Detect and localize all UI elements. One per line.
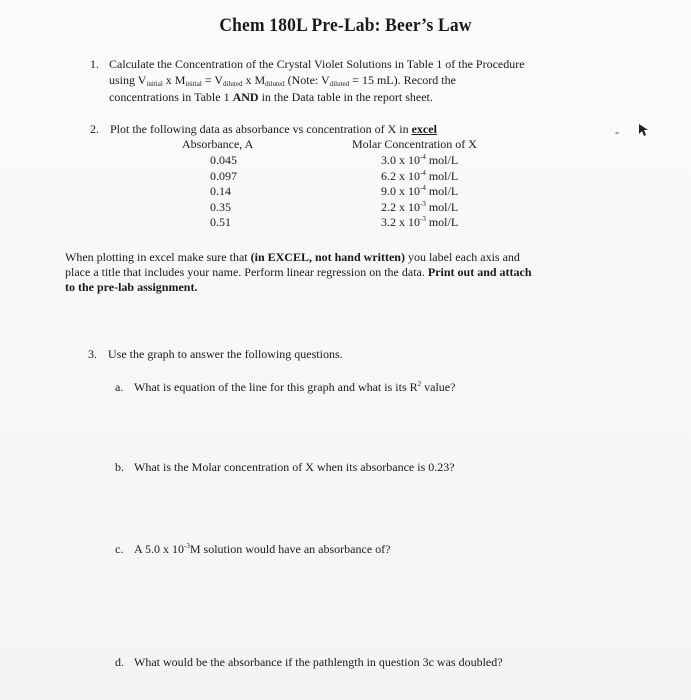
table-cell-absorbance: 0.097: [210, 169, 237, 183]
q2-excel-underlined: excel: [411, 122, 437, 136]
concentration-exponent: -4: [420, 153, 426, 161]
q1-text: x M: [162, 73, 186, 87]
stray-dash-mark: -: [615, 125, 619, 139]
instructions-text: place a title that includes your name. Perform linear regression on the data.: [65, 265, 428, 279]
subscript-diluted: diluted: [329, 80, 350, 88]
table-cell-absorbance: 0.14: [210, 184, 231, 198]
q1-line-3: [109, 90, 433, 104]
q1-line-2: [109, 73, 456, 87]
q1-number: 1.: [90, 57, 99, 71]
table-header-concentration: Molar Concentration of X: [352, 137, 477, 151]
q3d-label: d.: [115, 655, 124, 669]
q3a-text-part: value?: [421, 380, 456, 394]
q3a-text-part: What is equation of the line for this graph and what is its R: [134, 380, 418, 394]
concentration-exponent: -4: [420, 169, 426, 177]
q3c-text-part: A 5.0 x 10: [134, 542, 185, 556]
concentration-unit: mol/L: [425, 169, 459, 183]
table-cell-concentration: [381, 169, 458, 183]
subscript-diluted: diluted: [223, 80, 243, 88]
q1-text: using V: [109, 73, 147, 87]
q1-bold-text: AND: [232, 90, 259, 104]
instructions-line-1: [65, 250, 520, 264]
concentration-unit: mol/L: [425, 215, 459, 229]
table-cell-concentration: [381, 184, 458, 198]
concentration-exponent: -3: [420, 200, 426, 208]
table-cell-absorbance: 0.35: [210, 200, 231, 214]
concentration-mantissa: 6.2 x 10: [381, 169, 420, 183]
q2-intro: [110, 122, 437, 136]
table-header-absorbance: [182, 137, 253, 151]
q1-text: (Note: V: [284, 73, 330, 87]
instructions-line-3: [65, 280, 197, 294]
cursor-arrow-icon: [638, 123, 648, 137]
concentration-exponent: -3: [420, 215, 426, 223]
q3b-label: b.: [115, 460, 124, 474]
concentration-unit: mol/L: [425, 200, 459, 214]
q1-text: = V: [201, 73, 224, 87]
table-cell-concentration: [381, 215, 458, 229]
q1-text: in the Data table in the report sheet.: [258, 90, 433, 104]
instructions-bold: (in EXCEL, not hand written): [250, 250, 405, 264]
q3c-text-part: M solution would have an absorbance of?: [189, 542, 391, 556]
subscript-initial: initial: [146, 80, 163, 88]
table-cell-concentration: [381, 153, 458, 167]
concentration-mantissa: 3.2 x 10: [381, 215, 420, 229]
subscript-initial: initial: [185, 80, 202, 88]
q1-line-1: Calculate the Concentration of the Crystal Violet Solutions in Table 1 of the Procedure: [109, 57, 525, 71]
q3d-text: What would be the absorbance if the pathlength in question 3c was doubled?: [134, 655, 503, 669]
superscript: -3: [184, 542, 190, 550]
q1-text: = 15 mL). Record the: [349, 73, 456, 87]
concentration-mantissa: 9.0 x 10: [381, 184, 420, 198]
concentration-mantissa: 3.0 x 10: [381, 153, 420, 167]
table-cell-absorbance: 0.045: [210, 153, 237, 167]
q1-text: concentrations in Table 1: [109, 90, 233, 104]
q2-number: 2.: [90, 122, 99, 136]
q3b-text: What is the Molar concentration of X when its absorbance is 0.23?: [134, 460, 455, 474]
concentration-unit: mol/L: [425, 184, 459, 198]
q3c-label: c.: [115, 542, 124, 556]
q3a-label: a.: [115, 380, 124, 394]
instructions-text: When plotting in excel make sure that: [65, 250, 251, 264]
concentration-exponent: -4: [420, 184, 426, 192]
instructions-bold: Print out and attach: [427, 265, 532, 279]
instructions-line-2: [65, 265, 532, 279]
table-header-absorbance-text: Absorbance, A: [182, 137, 254, 151]
concentration-mantissa: 2.2 x 10: [381, 200, 420, 214]
instructions-bold: to the pre-lab assignment.: [65, 280, 198, 294]
q3-number: 3.: [88, 347, 97, 361]
q1-text: x M: [242, 73, 266, 87]
table-cell-absorbance: 0.51: [210, 215, 231, 229]
q2-text: Plot the following data as absorbance vs concentration of X in: [110, 122, 412, 136]
q3-text: Use the graph to answer the following questions.: [108, 347, 343, 361]
instructions-text: you label each axis and: [404, 250, 520, 264]
concentration-unit: mol/L: [425, 153, 459, 167]
page-title: Chem 180L Pre-Lab: Beer’s Law: [219, 15, 472, 36]
table-cell-concentration: [381, 200, 458, 214]
q3a-text: [134, 380, 455, 394]
subscript-diluted: diluted: [265, 80, 285, 88]
q3c-text: [134, 542, 390, 556]
superscript: 2: [417, 380, 422, 388]
